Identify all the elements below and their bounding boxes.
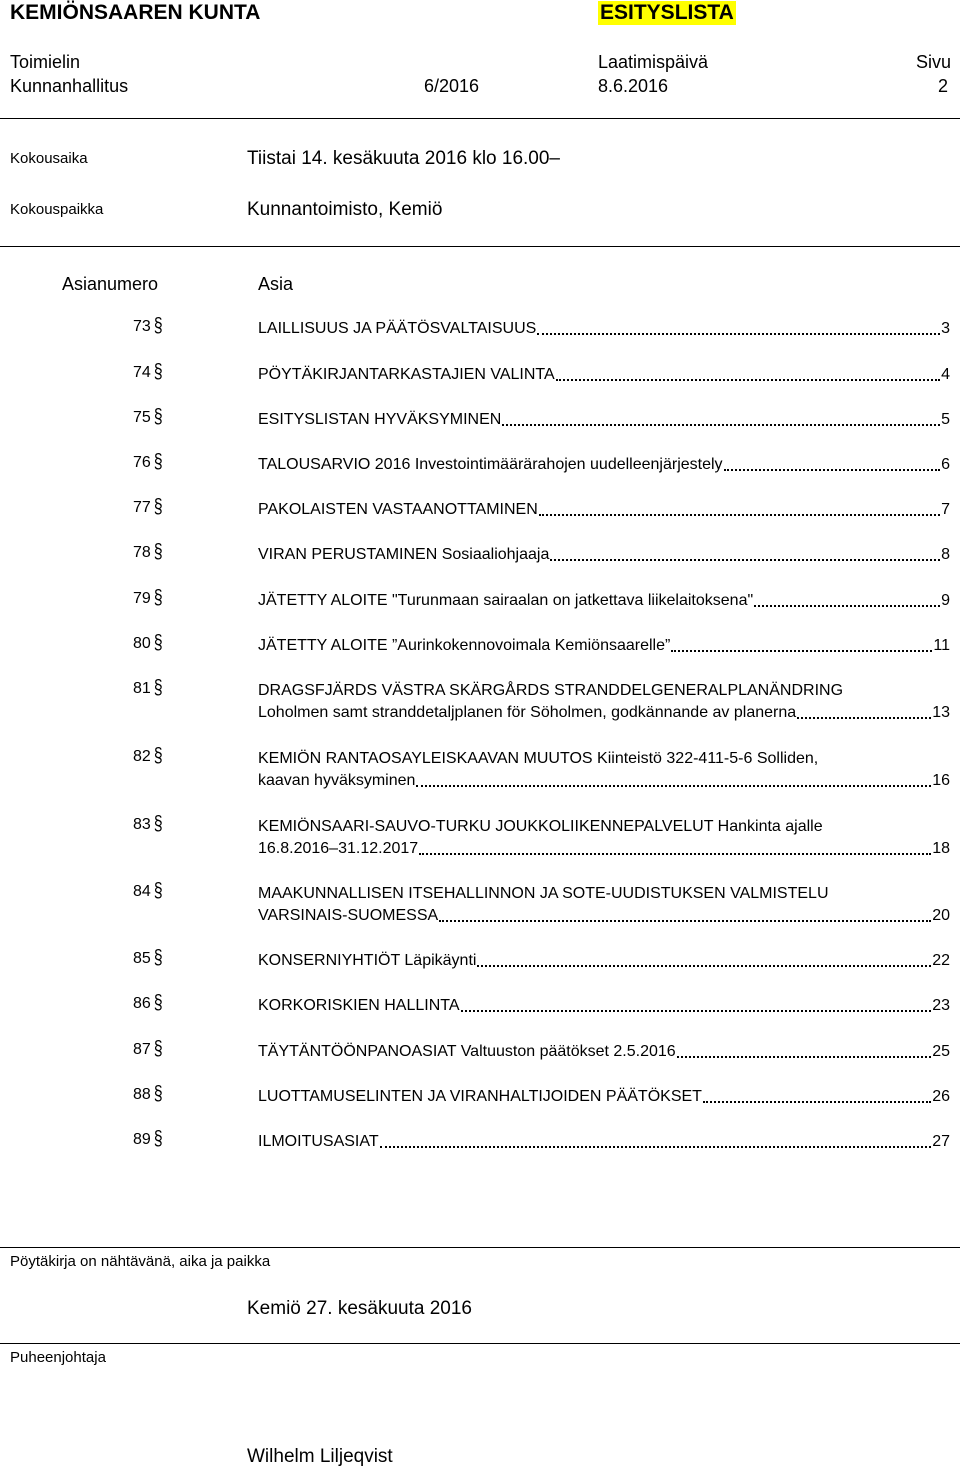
toc-item-title-line: ESITYSLISTAN HYVÄKSYMINEN [258,411,502,428]
section-sign-icon: § [153,541,163,563]
toc-item-title [258,454,950,476]
dot-leader [550,559,940,561]
toc-item-page: 9 [941,592,950,609]
section-sign-icon: § [153,880,163,902]
toc-item-title [258,1041,950,1063]
toc-item-title [258,680,950,724]
toc-item-number [133,496,169,518]
toc-item-page: 22 [932,952,950,969]
toc-item-title-line: VIRAN PERUSTAMINEN Sosiaaliohjaaja [258,546,550,563]
toc-item-title-line: JÄTETTY ALOITE ”Aurinkokennovoimala Kemiönsaarelle” [258,637,671,654]
dot-leader [477,965,931,967]
toc-item-title [258,1131,950,1153]
toc-item-number-text: 81 [133,680,151,697]
toc-item-title [258,318,950,340]
dot-leader [419,853,931,855]
toc-item-page: 26 [932,1088,950,1105]
toc-item-number-text: 80 [133,635,151,652]
toc-number-heading: Asianumero [62,274,159,294]
toc-item-title-line: TÄYTÄNTÖÖNPANOASIAT Valtuuston päätökset 2.5.2016 [258,1043,676,1060]
toc-item-number [133,813,169,835]
toc-item-number-text: 75 [133,409,151,426]
toc-item-title-line: PÖYTÄKIRJANTARKASTAJIEN VALINTA [258,366,555,383]
toc-item-page: 4 [941,366,950,383]
toc-item-page: 8 [941,546,950,563]
toc-item-title [258,816,950,860]
toc-item-title-line: MAAKUNNALLISEN ITSEHALLINNON JA SOTE-UUDISTUKSEN VALMISTELU [258,885,829,902]
dot-leader [537,333,940,335]
meeting-number: 6/2016 [424,76,480,96]
toc-item-title [258,544,950,566]
chair-label: Puheenjohtaja [10,1349,106,1366]
toc-item-title-line: LAILLISUUS JA PÄÄTÖSVALTAISUUS [258,320,537,337]
toc-item-number-text: 77 [133,499,151,516]
meeting-divider [0,246,960,247]
toc-item-page: 11 [933,637,950,654]
toc-item-number [133,947,169,969]
toc-item-title-line: ILMOITUSASIAT [258,1133,379,1150]
document-type-badge: ESITYSLISTA [600,1,734,24]
toc-item-number-text: 86 [133,995,151,1012]
toc-item-number [133,1128,169,1150]
toc-item-number [133,677,169,699]
body-label: Toimielin [10,52,81,72]
toc-item-number-text: 85 [133,950,151,967]
toc-item-number-text: 78 [133,544,151,561]
toc-item-title [258,748,950,792]
toc-item-title-line: 16.8.2016–31.12.2017 [258,840,419,857]
section-sign-icon: § [153,677,163,699]
section-sign-icon: § [153,315,163,337]
toc-item-page: 25 [932,1043,950,1060]
toc-item-title-line: KEMIÖN RANTAOSAYLEISKAAVAN MUUTOS Kiinteistö 322-411-5-6 Solliden, [258,750,819,767]
section-sign-icon: § [153,1083,163,1105]
toc-item-title [258,635,950,657]
toc-item-number-text: 79 [133,590,151,607]
toc-item-number-text: 82 [133,748,151,765]
section-sign-icon: § [153,632,163,654]
toc-item-page: 3 [941,320,950,337]
section-sign-icon: § [153,587,163,609]
dot-leader [502,424,940,426]
toc-item-title-line: PAKOLAISTEN VASTAANOTTAMINEN [258,501,538,518]
toc-item-number [133,880,169,902]
toc-item-number-text: 84 [133,883,151,900]
toc-item-page: 7 [941,501,950,518]
header-divider [0,118,960,119]
toc-item-title-line: KONSERNIYHTIÖT Läpikäynti [258,952,477,969]
toc-item-number [133,1038,169,1060]
section-sign-icon: § [153,451,163,473]
toc-item-title-line: VARSINAIS-SUOMESSA [258,907,439,924]
toc-item-page: 23 [932,997,950,1014]
toc-item-page: 16 [932,772,950,789]
toc-subject-heading: Asia [258,274,294,294]
toc-item-title [258,995,950,1017]
display-label: Pöytäkirja on nähtävänä, aika ja paikka [10,1253,271,1270]
toc-item-number [133,1083,169,1105]
meeting-place-label: Kokouspaikka [10,201,104,218]
section-sign-icon: § [153,406,163,428]
toc-item-number-text: 74 [133,364,151,381]
dot-leader [797,717,931,719]
toc-item-page: 13 [932,704,950,721]
dot-leader [703,1101,931,1103]
toc-item-page: 6 [941,456,950,473]
chair-name: Wilhelm Liljeqvist [247,1446,393,1467]
toc-item-title [258,499,950,521]
toc-item-title [258,590,950,612]
dot-leader [439,920,931,922]
meeting-time-value: Tiistai 14. kesäkuuta 2016 klo 16.00– [247,148,560,169]
page-label: Sivu [916,52,952,72]
toc-item-number [133,745,169,767]
dot-leader [724,469,941,471]
section-sign-icon: § [153,745,163,767]
toc-item-number [133,992,169,1014]
toc-item-title [258,364,950,386]
meeting-time-label: Kokousaika [10,150,88,167]
toc-item-title [258,1086,950,1108]
toc-item-title-line: JÄTETTY ALOITE "Turunmaan sairaalan on jatkettava liikelaitoksena" [258,592,754,609]
page-value: 2 [938,76,949,96]
toc-item-number-text: 87 [133,1041,151,1058]
toc-item-number [133,632,169,654]
toc-item-title [258,950,950,972]
toc-item-number-text: 73 [133,318,151,335]
toc-item-number [133,315,169,337]
dot-leader [416,785,931,787]
organization-name: KEMIÖNSAAREN KUNTA [10,1,261,24]
toc-item-title-line: DRAGSFJÄRDS VÄSTRA SKÄRGÅRDS STRANDDELGENERALPLANÄNDRING [258,682,844,699]
toc-item-title-line: Loholmen samt stranddetaljplanen för Söholmen, godkännande av planerna [258,704,797,721]
section-sign-icon: § [153,992,163,1014]
toc-item-title-line: KORKORISKIEN HALLINTA [258,997,460,1014]
section-sign-icon: § [153,1038,163,1060]
section-sign-icon: § [153,813,163,835]
section-sign-icon: § [153,947,163,969]
toc-item-page: 5 [941,411,950,428]
toc-item-page: 20 [932,907,950,924]
toc-item-title-line: LUOTTAMUSELINTEN JA VIRANHALTIJOIDEN PÄÄTÖKSET [258,1088,702,1105]
toc-item-title-line: TALOUSARVIO 2016 Investointimäärärahojen uudelleenjärjestely [258,456,723,473]
toc-item-number [133,406,169,428]
body-value: Kunnanhallitus [10,76,129,96]
section-sign-icon: § [153,496,163,518]
meeting-place-value: Kunnantoimisto, Kemiö [247,199,443,220]
toc-item-page: 18 [932,840,950,857]
dot-leader [754,605,940,607]
toc-item-number [133,587,169,609]
toc-item-number-text: 76 [133,454,151,471]
toc-item-title-line: KEMIÖNSAARI-SAUVO-TURKU JOUKKOLIIKENNEPALVELUT Hankinta ajalle [258,818,823,835]
date-label: Laatimispäivä [598,52,709,72]
footer-divider-2 [0,1343,960,1344]
dot-leader [677,1056,932,1058]
dot-leader [539,514,940,516]
dot-leader [671,650,932,652]
date-value: 8.6.2016 [598,76,669,96]
dot-leader [380,1146,932,1148]
toc-item-title [258,883,950,927]
footer-divider-1 [0,1247,960,1248]
toc-item-number-text: 83 [133,816,151,833]
display-value: Kemiö 27. kesäkuuta 2016 [247,1298,472,1319]
toc-item-title-line: kaavan hyväksyminen [258,772,416,789]
toc-item-page: 27 [932,1133,950,1150]
toc-item-number [133,361,169,383]
toc-item-number [133,541,169,563]
toc-item-title [258,409,950,431]
toc-item-number-text: 89 [133,1131,151,1148]
toc-item-number-text: 88 [133,1086,151,1103]
dot-leader [556,379,940,381]
dot-leader [461,1010,932,1012]
toc-item-number [133,451,169,473]
section-sign-icon: § [153,1128,163,1150]
section-sign-icon: § [153,361,163,383]
